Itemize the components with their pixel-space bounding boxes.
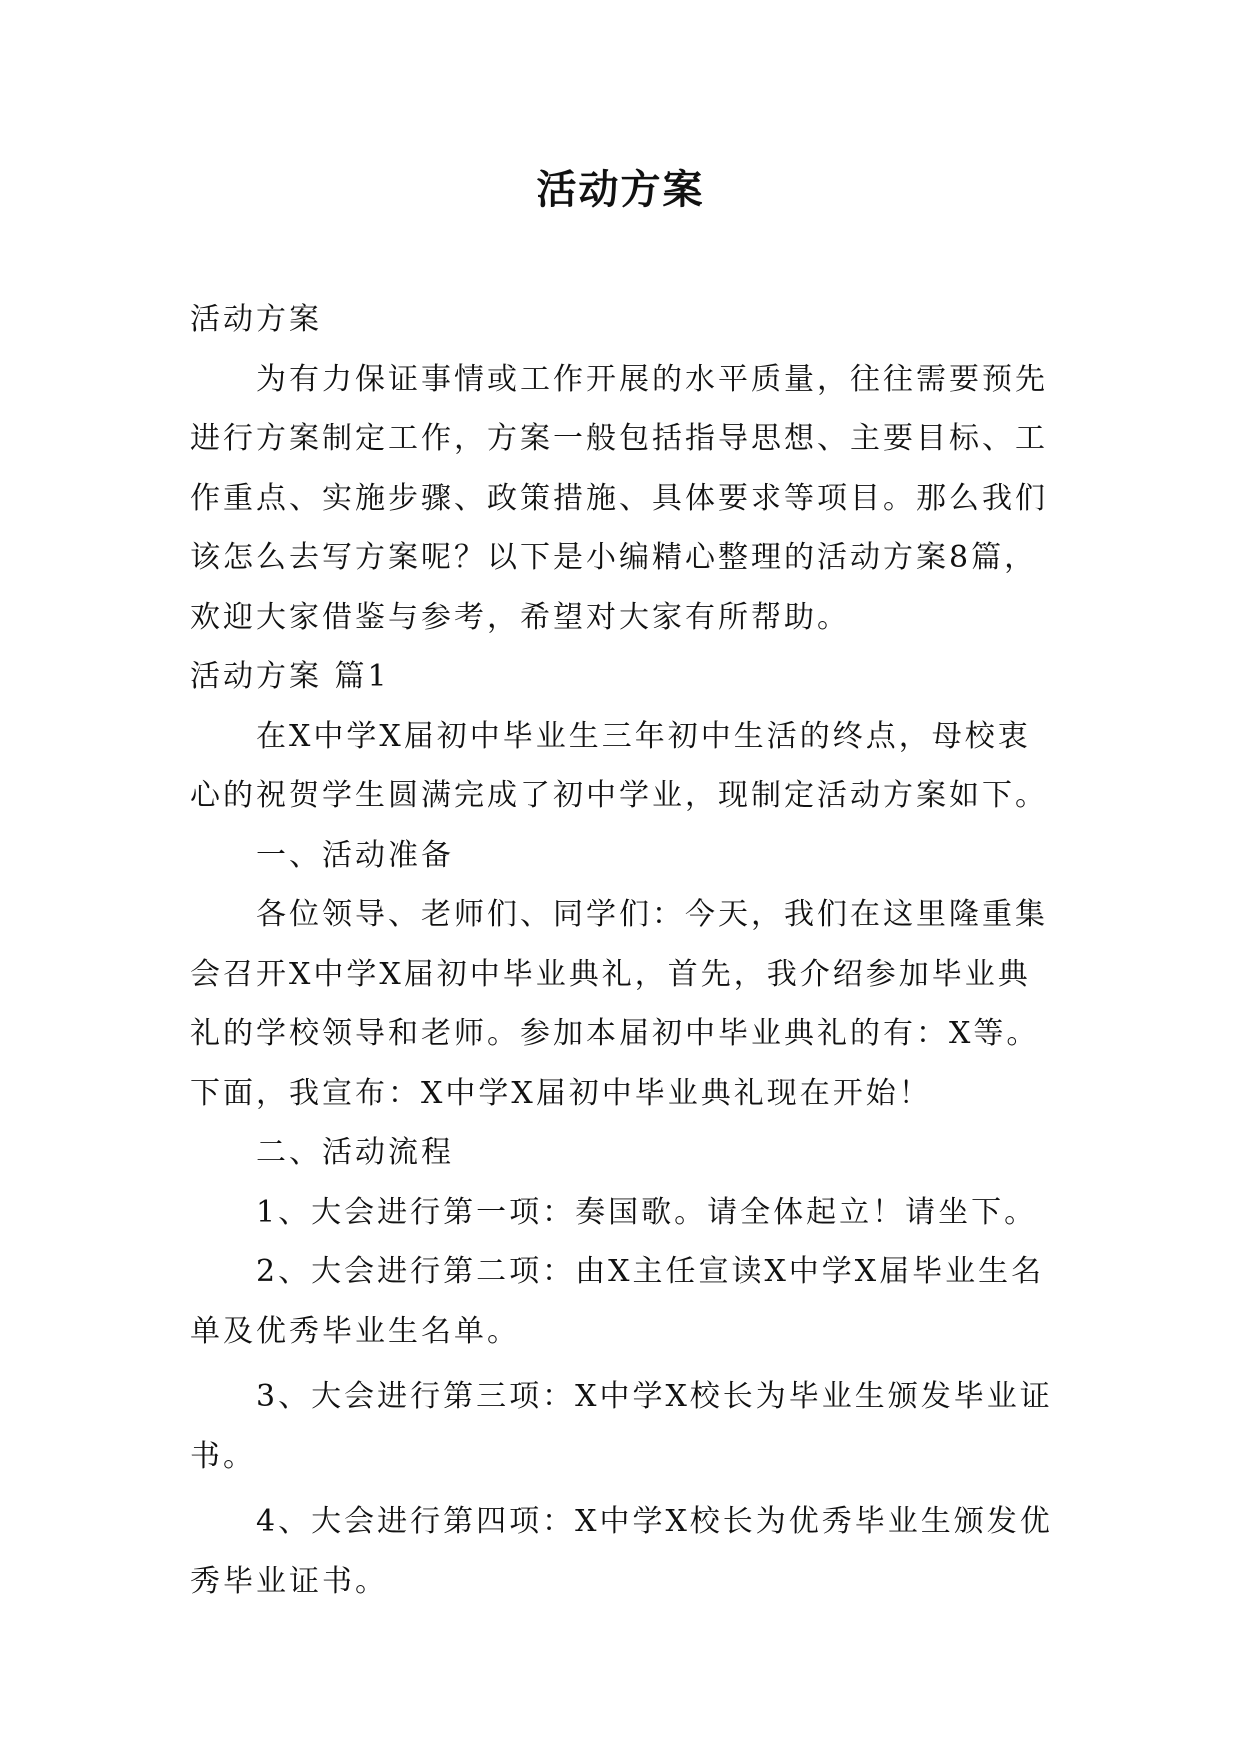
list-item: 3、大会进行第三项：X中学X校长为毕业生颁发毕业证书。: [190, 1379, 1053, 1474]
body-paragraph: 各位领导、老师们、同学们：今天，我们在这里隆重集会召开X中学X届初中毕业典礼，首先，我介绍参加毕业典礼的学校领导和老师。参加本届初中毕业典礼的有：X等。下面，我宣布：X中学X届初中毕业典礼现在开始！: [190, 897, 1048, 1111]
intro-paragraph: 为有力保证事情或工作开展的水平质量，往往需要预先进行方案制定工作，方案一般包括指导思想、主要目标、工作重点、实施步骤、政策措施、具体要求等项目。那么我们该怎么去写方案呢？以下是小编精心整理的活动方案8篇，欢迎大家借鉴与参考，希望对大家有所帮助。: [190, 361, 1048, 635]
section-heading: 活动方案 篇1: [190, 659, 390, 694]
list-item: 4、大会进行第四项：X中学X校长为优秀毕业生颁发优秀毕业证书。: [190, 1504, 1053, 1599]
list-item: 1、大会进行第一项：奏国歌。请全体起立！请坐下。: [256, 1194, 1038, 1230]
document-body: [190, 290, 1060, 1611]
list-item: 2、大会进行第二项：由X主任宣读X中学X届毕业生名单及优秀毕业生名单。: [190, 1254, 1045, 1349]
subsection-heading: 二、活动流程: [256, 1135, 454, 1170]
document-title: 活动方案: [536, 167, 705, 213]
subsection-heading: 一、活动准备: [256, 837, 454, 873]
body-paragraph: 在X中学X届初中毕业生三年初中生活的终点，母校衷心的祝贺学生圆满完成了初中学业，现制定活动方案如下。: [190, 718, 1048, 813]
section-heading: 活动方案: [190, 302, 322, 337]
